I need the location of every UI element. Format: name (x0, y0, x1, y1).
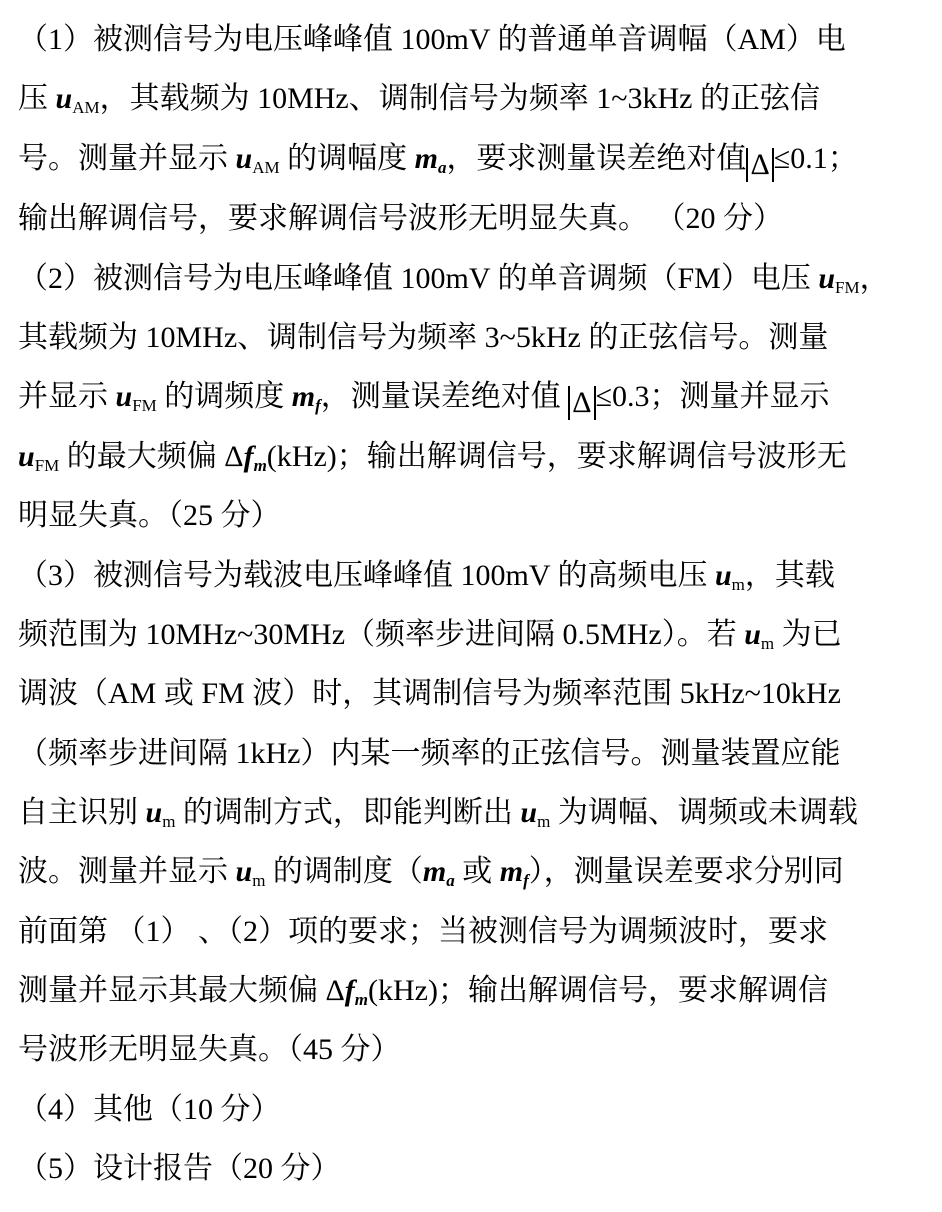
item2-text: 明显失真。（25 分） (18, 499, 281, 532)
item1-text: ，要求测量误差绝对值 (446, 142, 747, 175)
symbol-u-m: $u_m$ (520, 796, 551, 831)
item2-text: (kHz)；输出解调信号，要求解调信号波形无 (266, 440, 847, 473)
item2-text: 的调频度 (156, 380, 292, 413)
item3-line8 (18, 969, 828, 1013)
symbol-m-f: $m_f$ (499, 855, 529, 890)
item1-text: （1）被测信号为电压峰峰值 100mV 的普通单音调幅（AM）电 (18, 23, 846, 56)
item3-text: 的调制度（ (265, 855, 423, 888)
item1-line2 (18, 77, 820, 121)
item3-line1 (18, 554, 835, 598)
item2-text: 的最大频偏 (59, 440, 225, 473)
symbol-u-m: $u_m$ (714, 559, 745, 594)
abs-delta: Δ (568, 386, 595, 420)
item3-text: 为已 (774, 618, 842, 651)
item3-line4 (18, 732, 840, 776)
item3-text: 为调幅、调频或未调载 (550, 796, 858, 829)
item1-line1 (18, 18, 846, 62)
abs-delta: Δ (746, 148, 773, 182)
item2-text: ，测量误差绝对值 (320, 380, 569, 413)
item4-line (18, 1088, 281, 1132)
symbol-u-m: $u_m$ (235, 855, 266, 890)
item1-text: 的调幅度 (279, 142, 415, 175)
item4-text: （4）其他（10 分） (18, 1093, 281, 1126)
item1-line4 (18, 197, 783, 241)
item3-line5 (18, 791, 858, 835)
item3-line9 (18, 1028, 401, 1072)
item2-line5 (18, 494, 281, 538)
item1-text: ≤0.1； (773, 142, 858, 175)
symbol-u-m: $u_m$ (744, 618, 775, 653)
item3-text: 或 (454, 855, 500, 888)
symbol-m-f: $m_f$ (291, 380, 321, 415)
item3-line2 (18, 613, 842, 657)
item2-line2 (18, 316, 828, 360)
item3-text: ），测量误差要求分别同 (528, 855, 844, 888)
item2-text: ≤0.3；测量并显示 (595, 380, 830, 413)
item3-text: 波。测量并显示 (18, 855, 236, 888)
item3-text: （3）被测信号为载波电压峰峰值 100mV 的高频电压 (18, 559, 715, 592)
item3-text: 自主识别 (18, 796, 146, 829)
symbol-delta-f-m: $\Delta f_m$ (224, 440, 267, 475)
item2-line4 (18, 435, 847, 479)
item2-text: （2）被测信号为电压峰峰值 100mV 的单音调频（FM）电压 (18, 262, 819, 295)
symbol-u-fm: $u_{FM}$ (115, 380, 157, 415)
item3-text: （频率步进间隔 1kHz）内某一频率的正弦信号。测量装置应能 (18, 737, 841, 770)
item2-line3 (18, 375, 830, 419)
item3-line3 (18, 672, 841, 716)
symbol-u-fm: $u_{FM}$ (818, 262, 860, 297)
symbol-u-am: $u_{AM}$ (235, 142, 280, 177)
symbol-u-fm: $u_{FM}$ (18, 440, 60, 475)
item2-text: 其载频为 10MHz、调制信号为频率 3~5kHz 的正弦信号。测量 (18, 321, 829, 354)
item1-line3 (18, 137, 858, 181)
symbol-u-am: $u_{AM}$ (55, 82, 100, 117)
item2-text: ， (859, 262, 890, 295)
item2-text: 并显示 (18, 380, 116, 413)
symbol-u-m: $u_m$ (145, 796, 176, 831)
item3-text: 测量并显示其最大频偏 (18, 974, 326, 1007)
item2-line1 (18, 257, 890, 301)
item3-text: 调波（AM 或 FM 波）时，其调制信号为频率范围 5kHz~10kHz (18, 677, 841, 710)
symbol-delta-f-m: $\Delta f_m$ (325, 974, 369, 1009)
item1-text: 输出解调信号，要求解调信号波形无明显失真。 （20 分） (18, 202, 783, 235)
item5-text: （5）设计报告（20 分） (18, 1152, 341, 1185)
symbol-m-a: $m_a$ (414, 142, 447, 177)
item5-line (18, 1147, 341, 1191)
item3-line7 (18, 910, 828, 954)
item1-text: ，其载频为 10MHz、调制信号为频率 1~3kHz 的正弦信 (99, 82, 820, 115)
item3-text: 频范围为 10MHz~30MHz（频率步进间隔 0.5MHz）。若 (18, 618, 745, 651)
item3-text: ，其载 (744, 559, 835, 592)
item1-text: 压 (18, 82, 56, 115)
symbol-m-a: $m_a$ (422, 855, 455, 890)
item3-text: (kHz)；输出解调信号，要求解调信 (368, 974, 828, 1007)
item1-text: 号。测量并显示 (18, 142, 236, 175)
item3-text: 的调制方式，即能判断出 (175, 796, 521, 829)
item3-text: 前面第 （1） 、（2）项的要求；当被测信号为调频波时，要求 (18, 915, 828, 948)
item3-line6 (18, 850, 844, 894)
item3-text: 号波形无明显失真。（45 分） (18, 1033, 401, 1066)
